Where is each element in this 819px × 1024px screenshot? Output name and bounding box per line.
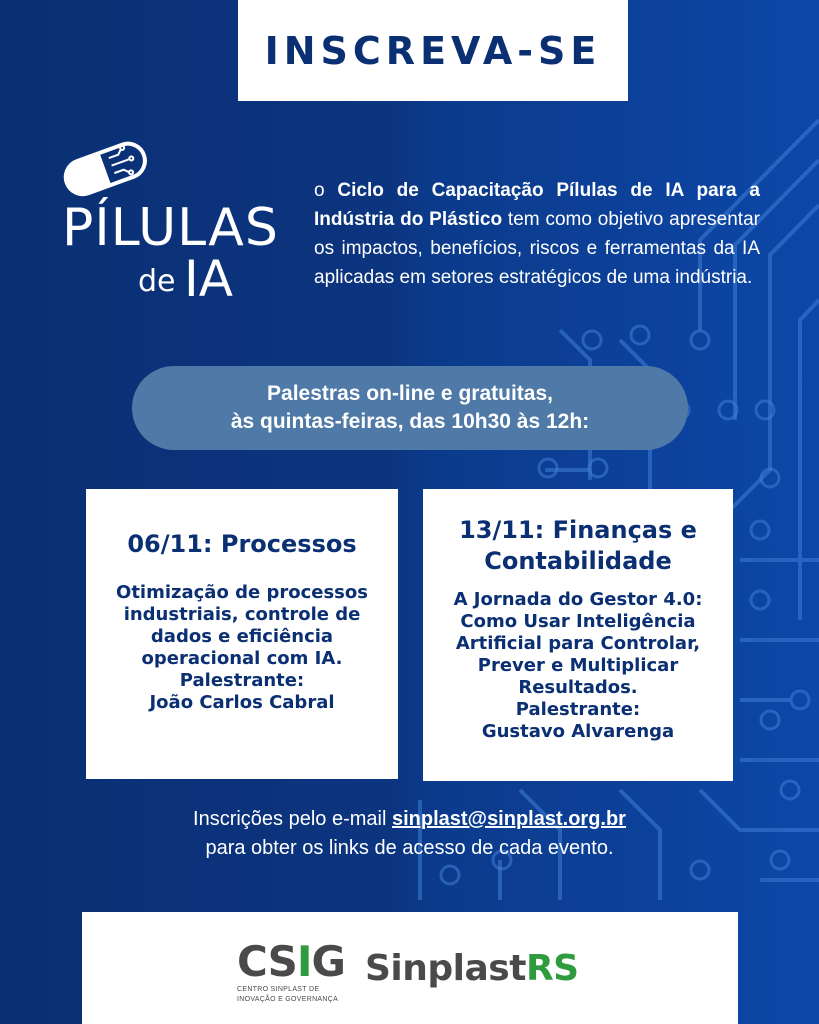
- logo-word: PÍLULAS: [62, 198, 279, 258]
- registration-prefix: Inscrições pelo e-mail: [193, 808, 392, 830]
- schedule-line1: Palestras on-line e gratuitas,: [267, 382, 553, 405]
- logo-ia: IA: [184, 250, 233, 308]
- intro-rest: tem como objetivo apresentar os impactos, benefícios, riscos e ferramentas da IA aplicadas em setores estratégicos de uma indústria.: [314, 209, 760, 288]
- intro-paragraph: [314, 176, 760, 292]
- pilulas-de-ia-logo: [60, 138, 295, 308]
- pill-circuit-icon: [60, 138, 150, 198]
- registration-line2: para obter os links de acesso de cada evento.: [205, 837, 614, 859]
- event-speaker-label: Palestrante:: [179, 670, 305, 691]
- subscribe-banner[interactable]: [238, 0, 628, 101]
- schedule-line2: às quintas-feiras, das 10h30 às 12h:: [230, 410, 590, 433]
- intro-prefix: o: [314, 180, 338, 201]
- event-speaker-label: Palestrante:: [515, 699, 641, 720]
- event-speaker: João Carlos Cabral: [149, 692, 335, 713]
- event-description: Otimização de processos industriais, controle de dados e eficiência operacional com IA.: [116, 582, 368, 669]
- email-link[interactable]: sinplast@sinplast.org.br: [391, 808, 626, 830]
- csig-mark: CSIG: [237, 937, 345, 986]
- event-title: 06/11: Processos: [127, 530, 357, 558]
- event-card-processos: [86, 489, 398, 779]
- event-description: A Jornada do Gestor 4.0: Como Usar Inteligência Artificial para Controlar, Prever e Multiplicar Resultados.: [453, 589, 703, 698]
- intro-bold: Ciclo de Capacitação Pílulas de IA para a Indústria do Plástico: [314, 180, 760, 230]
- event-speaker: Gustavo Alvarenga: [481, 721, 675, 742]
- schedule-banner: [132, 366, 688, 450]
- sinplast-logo: SinplastRS: [365, 948, 579, 989]
- registration-line1: [0, 805, 819, 834]
- event-body: [100, 582, 384, 714]
- event-card-financas: [423, 489, 733, 781]
- logo-de: de: [138, 264, 176, 299]
- event-body: [433, 589, 723, 743]
- registration-info: [0, 805, 819, 863]
- event-title: 13/11: Finanças e Contabilidade: [459, 516, 697, 575]
- csig-sub1: CENTRO SINPLAST DE: [237, 986, 320, 993]
- subscribe-title: INSCREVA-SE: [264, 28, 602, 73]
- sponsor-bar: [82, 912, 738, 1024]
- csig-sub2: INOVAÇÃO E GOVERNANÇA: [237, 996, 339, 1003]
- csig-logo: [237, 937, 345, 1004]
